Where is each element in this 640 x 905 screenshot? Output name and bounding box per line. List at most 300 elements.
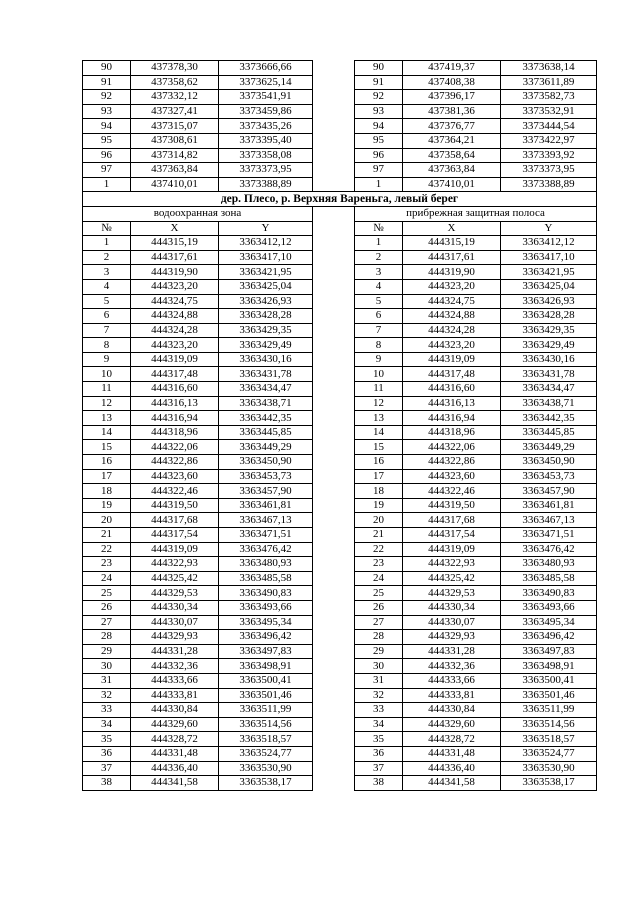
x-coordinate-cell: 444332,36 — [131, 659, 219, 674]
point-number-cell: 95 — [83, 133, 131, 148]
y-coordinate-cell: 3373638,14 — [501, 61, 597, 76]
x-coordinate-cell: 444319,50 — [131, 498, 219, 513]
x-coordinate-cell: 444316,60 — [131, 382, 219, 397]
x-coordinate-cell: 444316,13 — [403, 396, 501, 411]
point-number-cell: 10 — [83, 367, 131, 382]
y-coordinate-cell: 3363497,83 — [219, 644, 313, 659]
y-coordinate-cell: 3363438,71 — [501, 396, 597, 411]
column-gap — [313, 455, 355, 470]
point-number-cell: 30 — [355, 659, 403, 674]
x-coordinate-cell: 444324,75 — [403, 294, 501, 309]
x-coordinate-cell: 444319,09 — [403, 542, 501, 557]
y-coordinate-cell: 3363426,93 — [501, 294, 597, 309]
point-number-cell: 95 — [355, 133, 403, 148]
table-row — [83, 279, 597, 294]
coastal-protection-strip-title: прибрежная защитная полоса — [355, 206, 597, 221]
y-coordinate-cell: 3363453,73 — [219, 469, 313, 484]
y-coordinate-cell: 3373435,26 — [219, 119, 313, 134]
point-number-cell: 92 — [83, 90, 131, 105]
x-coordinate-cell: 437315,07 — [131, 119, 219, 134]
y-coordinate-cell: 3363425,04 — [219, 279, 313, 294]
x-coordinate-cell: 444317,54 — [403, 528, 501, 543]
table-row — [83, 163, 597, 178]
point-number-cell: 6 — [355, 309, 403, 324]
table-row — [83, 717, 597, 732]
point-number-cell: 17 — [355, 469, 403, 484]
column-header-row — [83, 221, 597, 236]
x-coordinate-cell: 444329,53 — [131, 586, 219, 601]
table-row — [83, 586, 597, 601]
y-coordinate-cell: 3363467,13 — [219, 513, 313, 528]
x-coordinate-cell: 437364,21 — [403, 133, 501, 148]
table-row — [83, 294, 597, 309]
column-gap — [313, 498, 355, 513]
table-row — [83, 703, 597, 718]
y-coordinate-cell: 3363434,47 — [219, 382, 313, 397]
y-coordinate-cell: 3363429,49 — [501, 338, 597, 353]
point-number-cell: 33 — [355, 703, 403, 718]
point-number-cell: 9 — [355, 352, 403, 367]
y-coordinate-cell: 3363429,35 — [501, 323, 597, 338]
table-row — [83, 177, 597, 192]
point-number-cell: 36 — [83, 746, 131, 761]
column-gap — [313, 61, 355, 76]
x-coordinate-cell: 444325,42 — [403, 571, 501, 586]
table-row — [83, 455, 597, 470]
point-number-cell: 29 — [355, 644, 403, 659]
section-title-row — [83, 192, 597, 207]
x-column-header: X — [403, 221, 501, 236]
column-gap — [313, 528, 355, 543]
y-coordinate-cell: 3363495,34 — [219, 615, 313, 630]
point-number-cell: 32 — [83, 688, 131, 703]
y-coordinate-cell: 3363511,99 — [219, 703, 313, 718]
x-coordinate-cell: 444325,42 — [131, 571, 219, 586]
table-row — [83, 630, 597, 645]
point-number-cell: 8 — [355, 338, 403, 353]
point-number-cell: 93 — [83, 104, 131, 119]
table-row — [83, 761, 597, 776]
x-coordinate-cell: 444322,06 — [131, 440, 219, 455]
table-row — [83, 615, 597, 630]
point-number-cell: 29 — [83, 644, 131, 659]
column-gap — [313, 236, 355, 251]
x-coordinate-cell: 444332,36 — [403, 659, 501, 674]
x-coordinate-cell: 437410,01 — [131, 177, 219, 192]
x-coordinate-cell: 444328,72 — [131, 732, 219, 747]
x-coordinate-cell: 444322,46 — [131, 484, 219, 499]
point-number-cell: 9 — [83, 352, 131, 367]
column-gap — [313, 90, 355, 105]
table-row — [83, 600, 597, 615]
y-coordinate-cell: 3363425,04 — [501, 279, 597, 294]
x-coordinate-cell: 437378,30 — [131, 61, 219, 76]
table-row — [83, 236, 597, 251]
x-coordinate-cell: 437396,17 — [403, 90, 501, 105]
point-number-cell: 16 — [83, 455, 131, 470]
y-coordinate-cell: 3363485,58 — [219, 571, 313, 586]
x-coordinate-cell: 444331,28 — [131, 644, 219, 659]
point-number-cell: 34 — [355, 717, 403, 732]
y-coordinate-cell: 3363431,78 — [501, 367, 597, 382]
table-row — [83, 323, 597, 338]
y-coordinate-cell: 3363457,90 — [501, 484, 597, 499]
table-row — [83, 411, 597, 426]
point-number-cell: 7 — [83, 323, 131, 338]
point-number-cell: 11 — [83, 382, 131, 397]
column-gap — [313, 586, 355, 601]
table-row — [83, 148, 597, 163]
table-row — [83, 382, 597, 397]
x-coordinate-cell: 444317,48 — [403, 367, 501, 382]
x-coordinate-cell: 444316,94 — [131, 411, 219, 426]
point-number-cell: 11 — [355, 382, 403, 397]
point-number-cell: 32 — [355, 688, 403, 703]
y-column-header: Y — [501, 221, 597, 236]
y-coordinate-cell: 3363429,49 — [219, 338, 313, 353]
column-gap — [313, 265, 355, 280]
point-number-cell: 15 — [83, 440, 131, 455]
table-row — [83, 776, 597, 791]
column-gap — [313, 732, 355, 747]
column-gap — [313, 673, 355, 688]
y-coordinate-cell: 3363490,83 — [219, 586, 313, 601]
x-coordinate-cell: 444324,88 — [403, 309, 501, 324]
point-number-cell: 94 — [83, 119, 131, 134]
table-row — [83, 90, 597, 105]
y-coordinate-cell: 3363431,78 — [219, 367, 313, 382]
point-number-cell: 96 — [83, 148, 131, 163]
table-row — [83, 469, 597, 484]
point-number-cell: 25 — [355, 586, 403, 601]
point-number-cell: 20 — [355, 513, 403, 528]
point-number-cell: 18 — [83, 484, 131, 499]
column-gap — [313, 367, 355, 382]
x-coordinate-cell: 444333,81 — [131, 688, 219, 703]
y-coordinate-cell: 3363428,28 — [219, 309, 313, 324]
table-row — [83, 352, 597, 367]
point-number-cell: 31 — [83, 673, 131, 688]
point-number-cell: 91 — [355, 75, 403, 90]
x-coordinate-cell: 444315,19 — [131, 236, 219, 251]
y-coordinate-cell: 3363495,34 — [501, 615, 597, 630]
point-number-cell: 35 — [83, 732, 131, 747]
point-number-cell: 1 — [83, 177, 131, 192]
y-coordinate-cell: 3373611,89 — [501, 75, 597, 90]
point-number-cell: 23 — [355, 557, 403, 572]
point-number-cell: 26 — [83, 600, 131, 615]
x-coordinate-cell: 437358,62 — [131, 75, 219, 90]
x-coordinate-cell: 444324,28 — [403, 323, 501, 338]
x-coordinate-cell: 444319,09 — [403, 352, 501, 367]
table-row — [83, 484, 597, 499]
y-coordinate-cell: 3373582,73 — [501, 90, 597, 105]
x-coordinate-cell: 444322,46 — [403, 484, 501, 499]
y-coordinate-cell: 3373373,95 — [501, 163, 597, 178]
x-coordinate-cell: 444330,84 — [131, 703, 219, 718]
column-gap — [313, 75, 355, 90]
column-gap — [313, 542, 355, 557]
table-row — [83, 498, 597, 513]
x-coordinate-cell: 444318,96 — [131, 425, 219, 440]
x-coordinate-cell: 444319,09 — [131, 542, 219, 557]
x-coordinate-cell: 444329,60 — [131, 717, 219, 732]
x-coordinate-cell: 444318,96 — [403, 425, 501, 440]
x-coordinate-cell: 444317,68 — [131, 513, 219, 528]
point-number-cell: 38 — [83, 776, 131, 791]
table-row — [83, 250, 597, 265]
y-coordinate-cell: 3373393,92 — [501, 148, 597, 163]
point-number-cell: 14 — [355, 425, 403, 440]
point-number-cell: 16 — [355, 455, 403, 470]
point-number-cell: 34 — [83, 717, 131, 732]
y-coordinate-cell: 3363500,41 — [501, 673, 597, 688]
table-row — [83, 528, 597, 543]
x-coordinate-cell: 444323,20 — [403, 279, 501, 294]
y-coordinate-cell: 3363449,29 — [501, 440, 597, 455]
x-coordinate-cell: 444317,48 — [131, 367, 219, 382]
table-row — [83, 557, 597, 572]
y-coordinate-cell: 3363493,66 — [501, 600, 597, 615]
point-number-cell: 38 — [355, 776, 403, 791]
point-number-cell: 18 — [355, 484, 403, 499]
y-coordinate-cell: 3363518,57 — [501, 732, 597, 747]
column-gap — [313, 659, 355, 674]
x-coordinate-cell: 444317,61 — [403, 250, 501, 265]
y-coordinate-cell: 3363412,12 — [219, 236, 313, 251]
point-number-cell: 10 — [355, 367, 403, 382]
x-coordinate-cell: 437358,64 — [403, 148, 501, 163]
x-coordinate-cell: 444323,20 — [131, 279, 219, 294]
y-coordinate-cell: 3363417,10 — [219, 250, 313, 265]
x-coordinate-cell: 444341,58 — [131, 776, 219, 791]
y-coordinate-cell: 3363524,77 — [501, 746, 597, 761]
point-number-cell: 12 — [83, 396, 131, 411]
y-coordinate-cell: 3363434,47 — [501, 382, 597, 397]
table-row — [83, 133, 597, 148]
x-coordinate-cell: 444330,34 — [403, 600, 501, 615]
point-number-cell: 5 — [355, 294, 403, 309]
table-row — [83, 659, 597, 674]
column-gap — [313, 644, 355, 659]
column-gap — [313, 221, 355, 236]
y-coordinate-cell: 3363442,35 — [501, 411, 597, 426]
x-coordinate-cell: 444330,34 — [131, 600, 219, 615]
table-row — [83, 338, 597, 353]
table-row — [83, 732, 597, 747]
y-column-header: Y — [219, 221, 313, 236]
point-number-cell: 97 — [355, 163, 403, 178]
point-number-cell: 1 — [355, 236, 403, 251]
point-number-cell: 2 — [83, 250, 131, 265]
point-number-cell: 2 — [355, 250, 403, 265]
point-number-cell: 37 — [355, 761, 403, 776]
column-gap — [313, 571, 355, 586]
table-row — [83, 425, 597, 440]
x-coordinate-cell: 444336,40 — [403, 761, 501, 776]
column-gap — [313, 133, 355, 148]
column-gap — [313, 425, 355, 440]
column-gap — [313, 396, 355, 411]
x-coordinate-cell: 444316,94 — [403, 411, 501, 426]
x-coordinate-cell: 444315,19 — [403, 236, 501, 251]
point-number-cell: 22 — [355, 542, 403, 557]
y-coordinate-cell: 3363445,85 — [501, 425, 597, 440]
y-coordinate-cell: 3363450,90 — [501, 455, 597, 470]
y-coordinate-cell: 3363496,42 — [219, 630, 313, 645]
y-coordinate-cell: 3363449,29 — [219, 440, 313, 455]
coordinates-table-body — [83, 61, 597, 791]
column-gap — [313, 279, 355, 294]
point-number-cell: 5 — [83, 294, 131, 309]
table-row — [83, 542, 597, 557]
y-coordinate-cell: 3363498,91 — [219, 659, 313, 674]
y-coordinate-cell: 3363421,95 — [219, 265, 313, 280]
x-coordinate-cell: 437314,82 — [131, 148, 219, 163]
point-number-cell: 30 — [83, 659, 131, 674]
y-coordinate-cell: 3363496,42 — [501, 630, 597, 645]
point-number-cell: 28 — [355, 630, 403, 645]
y-coordinate-cell: 3363524,77 — [219, 746, 313, 761]
x-coordinate-cell: 444329,93 — [403, 630, 501, 645]
y-coordinate-cell: 3373532,91 — [501, 104, 597, 119]
point-number-cell: 24 — [355, 571, 403, 586]
point-number-cell: 4 — [355, 279, 403, 294]
point-number-cell: 24 — [83, 571, 131, 586]
x-coordinate-cell: 437327,41 — [131, 104, 219, 119]
point-number-cell: 4 — [83, 279, 131, 294]
y-coordinate-cell: 3363428,28 — [501, 309, 597, 324]
x-coordinate-cell: 444317,68 — [403, 513, 501, 528]
y-coordinate-cell: 3363538,17 — [219, 776, 313, 791]
point-number-cell: 14 — [83, 425, 131, 440]
y-coordinate-cell: 3363514,56 — [501, 717, 597, 732]
y-coordinate-cell: 3373625,14 — [219, 75, 313, 90]
x-coordinate-cell: 444329,60 — [403, 717, 501, 732]
x-coordinate-cell: 444328,72 — [403, 732, 501, 747]
y-coordinate-cell: 3363497,83 — [501, 644, 597, 659]
column-gap — [313, 469, 355, 484]
column-gap — [313, 119, 355, 134]
x-coordinate-cell: 437408,38 — [403, 75, 501, 90]
column-gap — [313, 746, 355, 761]
column-gap — [313, 104, 355, 119]
point-number-cell: 3 — [355, 265, 403, 280]
x-coordinate-cell: 437363,84 — [403, 163, 501, 178]
column-gap — [313, 323, 355, 338]
point-number-cell: 35 — [355, 732, 403, 747]
y-coordinate-cell: 3363530,90 — [219, 761, 313, 776]
column-gap — [313, 717, 355, 732]
y-coordinate-cell: 3363500,41 — [219, 673, 313, 688]
y-coordinate-cell: 3363498,91 — [501, 659, 597, 674]
point-number-cell: 21 — [83, 528, 131, 543]
point-number-cell: 26 — [355, 600, 403, 615]
point-number-cell: 6 — [83, 309, 131, 324]
y-coordinate-cell: 3373373,95 — [219, 163, 313, 178]
point-number-cell: 97 — [83, 163, 131, 178]
point-number-cell: 25 — [83, 586, 131, 601]
y-coordinate-cell: 3373541,91 — [219, 90, 313, 105]
y-coordinate-cell: 3363430,16 — [219, 352, 313, 367]
y-coordinate-cell: 3363480,93 — [219, 557, 313, 572]
y-coordinate-cell: 3363426,93 — [219, 294, 313, 309]
point-number-cell: 17 — [83, 469, 131, 484]
x-coordinate-cell: 444333,66 — [131, 673, 219, 688]
column-gap — [313, 761, 355, 776]
y-coordinate-cell: 3363421,95 — [501, 265, 597, 280]
x-coordinate-cell: 444331,28 — [403, 644, 501, 659]
y-coordinate-cell: 3373388,89 — [501, 177, 597, 192]
y-coordinate-cell: 3363461,81 — [501, 498, 597, 513]
table-row — [83, 265, 597, 280]
y-coordinate-cell: 3373422,97 — [501, 133, 597, 148]
y-coordinate-cell: 3363476,42 — [501, 542, 597, 557]
table-row — [83, 440, 597, 455]
point-number-cell: 21 — [355, 528, 403, 543]
y-coordinate-cell: 3363518,57 — [219, 732, 313, 747]
y-coordinate-cell: 3373388,89 — [219, 177, 313, 192]
table-row — [83, 396, 597, 411]
table-row — [83, 119, 597, 134]
y-coordinate-cell: 3373358,08 — [219, 148, 313, 163]
x-coordinate-cell: 437419,37 — [403, 61, 501, 76]
point-number-cell: 3 — [83, 265, 131, 280]
x-coordinate-cell: 444322,86 — [403, 455, 501, 470]
x-column-header: X — [131, 221, 219, 236]
x-coordinate-cell: 444319,09 — [131, 352, 219, 367]
point-number-cell: 93 — [355, 104, 403, 119]
x-coordinate-cell: 444322,06 — [403, 440, 501, 455]
column-gap — [313, 484, 355, 499]
column-gap — [313, 382, 355, 397]
point-number-cell: 7 — [355, 323, 403, 338]
column-gap — [313, 776, 355, 791]
x-coordinate-cell: 444323,60 — [403, 469, 501, 484]
y-coordinate-cell: 3363412,12 — [501, 236, 597, 251]
x-coordinate-cell: 444317,61 — [131, 250, 219, 265]
point-number-cell: 15 — [355, 440, 403, 455]
x-coordinate-cell: 444323,20 — [131, 338, 219, 353]
y-coordinate-cell: 3363485,58 — [501, 571, 597, 586]
column-gap — [313, 703, 355, 718]
number-column-header: № — [83, 221, 131, 236]
column-gap — [313, 688, 355, 703]
point-number-cell: 91 — [83, 75, 131, 90]
section-title: дер. Плесо, р. Верхняя Вареньга, левый берег — [83, 192, 597, 207]
column-gap — [313, 206, 355, 221]
x-coordinate-cell: 437381,36 — [403, 104, 501, 119]
x-coordinate-cell: 444333,81 — [403, 688, 501, 703]
y-coordinate-cell: 3363467,13 — [501, 513, 597, 528]
x-coordinate-cell: 444316,13 — [131, 396, 219, 411]
column-gap — [313, 600, 355, 615]
column-gap — [313, 411, 355, 426]
table-row — [83, 61, 597, 76]
column-gap — [313, 163, 355, 178]
point-number-cell: 28 — [83, 630, 131, 645]
x-coordinate-cell: 437376,77 — [403, 119, 501, 134]
x-coordinate-cell: 444330,84 — [403, 703, 501, 718]
point-number-cell: 13 — [83, 411, 131, 426]
point-number-cell: 94 — [355, 119, 403, 134]
x-coordinate-cell: 437363,84 — [131, 163, 219, 178]
x-coordinate-cell: 444336,40 — [131, 761, 219, 776]
x-coordinate-cell: 444319,50 — [403, 498, 501, 513]
point-number-cell: 33 — [83, 703, 131, 718]
y-coordinate-cell: 3373459,86 — [219, 104, 313, 119]
x-coordinate-cell: 444322,86 — [131, 455, 219, 470]
